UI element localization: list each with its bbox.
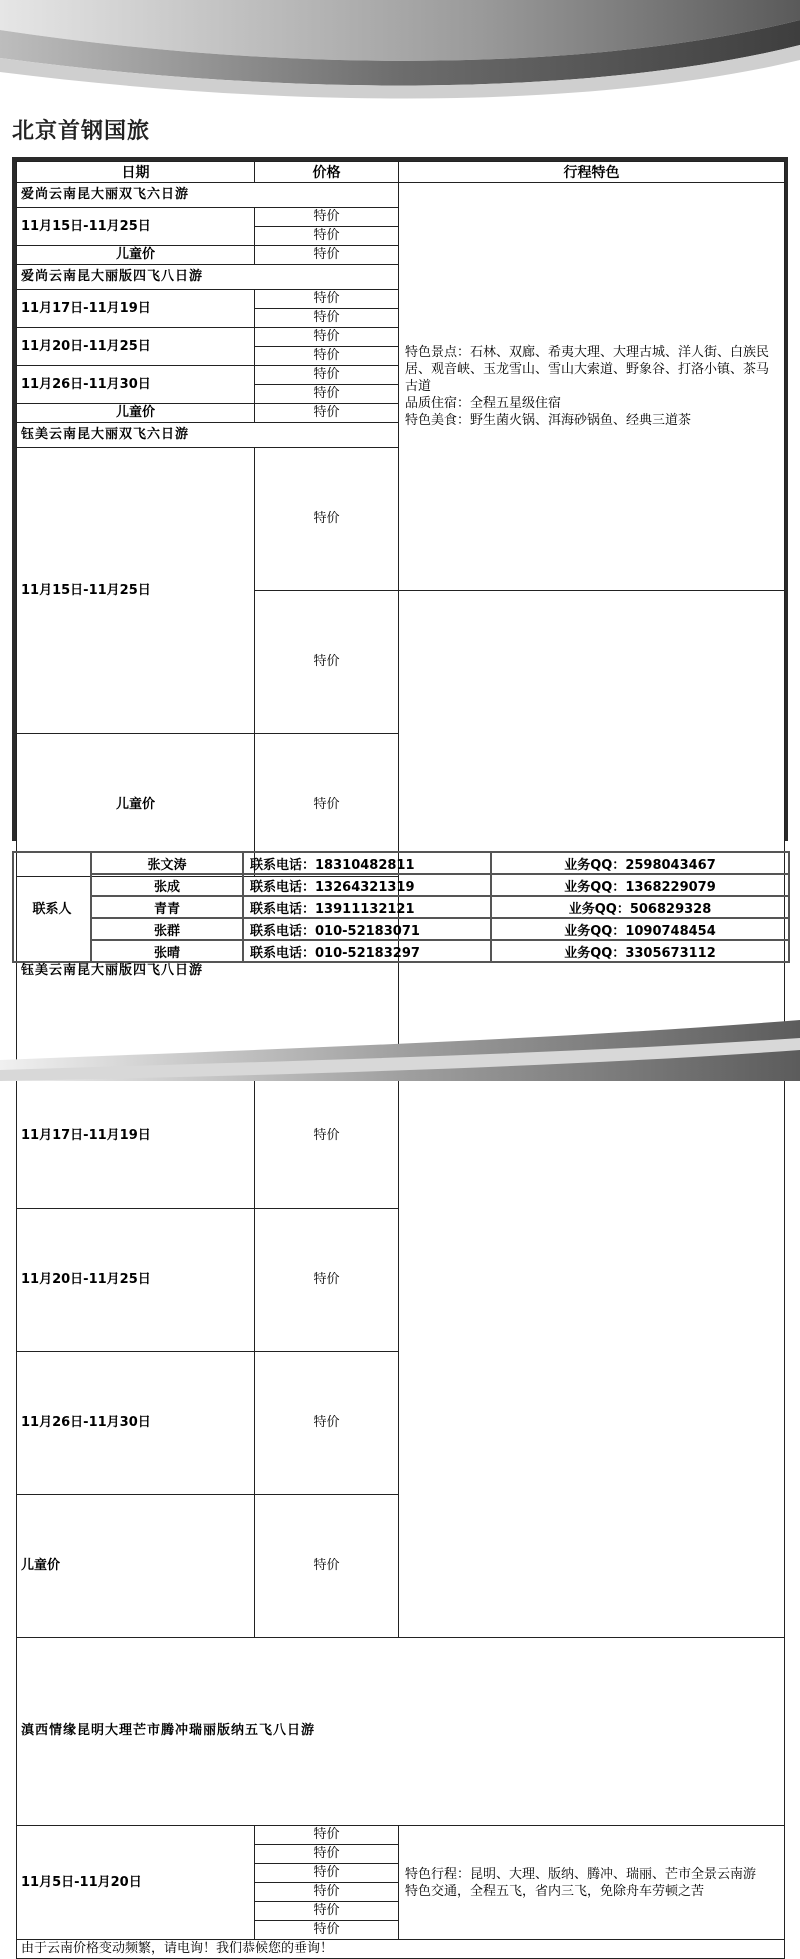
phone-number: 010-52183297 — [315, 945, 420, 961]
tour-features — [399, 183, 785, 591]
qq-label: 业务QQ： — [564, 857, 626, 873]
price-cell: 特价 — [255, 208, 399, 227]
contact-phone — [243, 852, 491, 874]
feature-line: 品质住宿：全程五星级住宿 — [405, 396, 562, 412]
price-cell: 特价 — [255, 448, 399, 591]
phone-number: 13911132121 — [315, 901, 415, 917]
price-cell: 特价 — [255, 591, 399, 734]
phone-label: 联系电话： — [250, 945, 316, 961]
feature-line: 特色行程：昆明、大理、版纳、腾冲、瑞丽、芒市全景云南游 — [405, 1866, 757, 1882]
price-cell: 特价 — [255, 1921, 399, 1940]
price-cell: 特价 — [255, 290, 399, 309]
footer-swoosh-decoration — [0, 1010, 800, 1081]
price-cell: 特价 — [255, 309, 399, 328]
price-cell: 特价 — [255, 734, 399, 877]
price-change-note: 由于云南价格变动频繁，请电询！我们恭候您的垂询！ — [17, 1940, 785, 1959]
price-cell: 特价 — [255, 246, 399, 265]
qq-label: 业务QQ： — [568, 901, 630, 917]
tour-title: 滇西情缘昆明大理芒市腾冲瑞丽版纳五飞八日游 — [17, 1637, 785, 1825]
price-cell: 特价 — [255, 1845, 399, 1864]
date-range: 11月15日-11月25日 — [17, 208, 255, 246]
qq-label: 业务QQ： — [564, 879, 626, 895]
price-cell: 特价 — [255, 1494, 399, 1637]
date-range: 11月15日-11月25日 — [17, 448, 255, 734]
phone-label: 联系电话： — [250, 857, 316, 873]
contact-phone — [243, 940, 491, 962]
contact-name: 张群 — [91, 918, 243, 940]
price-cell: 特价 — [255, 1351, 399, 1494]
header-price: 价格 — [255, 162, 399, 183]
date-range: 11月20日-11月25日 — [17, 328, 255, 366]
date-range: 11月17日-11月19日 — [17, 1065, 255, 1208]
tour-title: 钰美云南昆大丽双飞六日游 — [17, 423, 785, 448]
child-price-label: 儿童价 — [17, 246, 255, 265]
header-swoosh-decoration — [0, 0, 800, 110]
contact-phone — [243, 874, 491, 896]
feature-line: 特色美食：野生菌火锅、洱海砂锅鱼、经典三道茶 — [405, 413, 692, 429]
date-range: 11月26日-11月30日 — [17, 1351, 255, 1494]
company-name: 北京首钢国旅 — [12, 119, 151, 144]
contact-name: 青青 — [91, 896, 243, 918]
qq-number: 506829328 — [629, 901, 712, 917]
price-cell: 特价 — [255, 404, 399, 423]
price-cell: 特价 — [255, 366, 399, 385]
price-cell: 特价 — [255, 1065, 399, 1208]
price-cell: 特价 — [255, 347, 399, 366]
price-cell: 特价 — [255, 227, 399, 246]
date-range: 11月5日-11月20日 — [17, 1826, 255, 1940]
tour-title: 爱尚云南昆大丽双飞六日游 — [17, 183, 399, 208]
contact-table — [12, 851, 790, 963]
tour-features — [399, 1826, 785, 1940]
contact-title: 联系人 — [13, 852, 91, 962]
qq-number: 3305673112 — [625, 945, 716, 961]
feature-line: 特色交通，全程五飞，省内三飞，免除舟车劳顿之苦 — [405, 1883, 705, 1899]
contact-qq — [491, 874, 789, 896]
phone-label: 联系电话： — [250, 879, 316, 895]
child-price-label: 儿童价 — [17, 1494, 255, 1637]
phone-number: 18310482811 — [315, 857, 415, 873]
child-price-label: 儿童价 — [17, 734, 255, 877]
price-cell: 特价 — [255, 1826, 399, 1845]
tour-title: 钰美云南昆大丽版四飞八日游 — [17, 877, 399, 1065]
contact-name: 张成 — [91, 874, 243, 896]
phone-label: 联系电话： — [250, 923, 316, 939]
price-cell: 特价 — [255, 385, 399, 404]
qq-label: 业务QQ： — [564, 923, 626, 939]
child-price-label: 儿童价 — [17, 404, 255, 423]
contact-name: 张文涛 — [91, 852, 243, 874]
price-cell: 特价 — [255, 1208, 399, 1351]
tour-title: 爱尚云南昆大丽版四飞八日游 — [17, 265, 399, 290]
contact-name: 张晴 — [91, 940, 243, 962]
feature-line: 特色景点：石林、双廊、希夷大理、大理古城、洋人街、白族民居、观音峡、玉龙雪山、雪山大索道、野象谷、打洛小镇、茶马古道 — [405, 345, 770, 395]
contact-qq — [491, 852, 789, 874]
date-range: 11月20日-11月25日 — [17, 1208, 255, 1351]
price-cell: 特价 — [255, 1902, 399, 1921]
phone-number: 13264321319 — [315, 879, 415, 895]
phone-label: 联系电话： — [250, 901, 316, 917]
contact-qq — [491, 896, 789, 918]
date-range: 11月26日-11月30日 — [17, 366, 255, 404]
contact-qq — [491, 918, 789, 940]
qq-number: 1368229079 — [625, 879, 716, 895]
price-cell: 特价 — [255, 1883, 399, 1902]
header-date: 日期 — [17, 162, 255, 183]
header-features: 行程特色 — [399, 162, 785, 183]
qq-number: 2598043467 — [625, 857, 716, 873]
qq-number: 1090748454 — [625, 923, 716, 939]
contact-phone — [243, 918, 491, 940]
date-range: 11月17日-11月19日 — [17, 290, 255, 328]
qq-label: 业务QQ： — [564, 945, 626, 961]
header-row — [17, 162, 785, 183]
price-cell: 特价 — [255, 328, 399, 347]
phone-number: 010-52183071 — [315, 923, 420, 939]
contact-qq — [491, 940, 789, 962]
contact-phone — [243, 896, 491, 918]
price-cell: 特价 — [255, 1864, 399, 1883]
